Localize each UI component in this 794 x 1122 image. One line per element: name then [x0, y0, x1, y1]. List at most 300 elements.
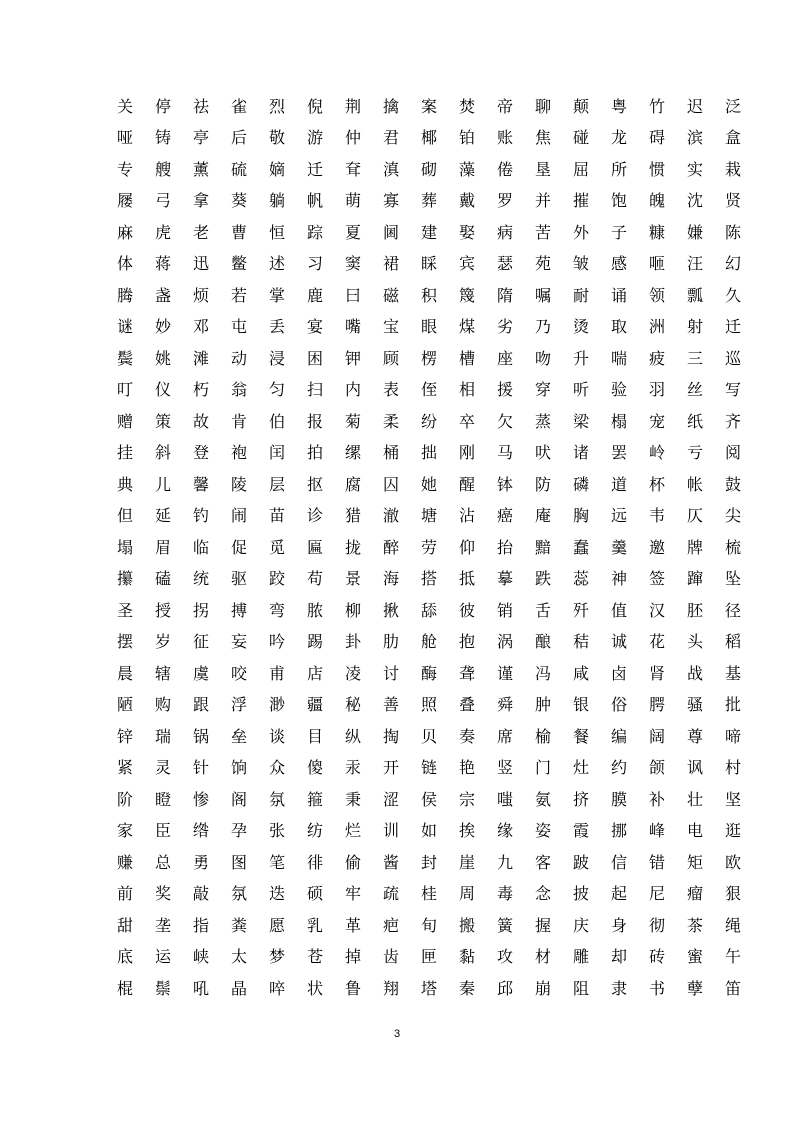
- character-cell: 惨: [192, 789, 209, 809]
- character-cell: 神: [610, 569, 627, 589]
- character-cell: 却: [610, 947, 627, 967]
- character-cell: 艘: [154, 159, 171, 179]
- character-cell: 彻: [648, 915, 665, 935]
- character-cell: 汉: [648, 600, 665, 620]
- character-cell: 抠: [306, 474, 323, 494]
- character-cell: 邓: [192, 317, 209, 337]
- character-cell: 吟: [268, 632, 285, 652]
- character-cell: 虎: [154, 222, 171, 242]
- character-cell: 嫡: [268, 159, 285, 179]
- character-cell: 拍: [306, 443, 323, 463]
- character-cell: 劣: [496, 317, 513, 337]
- character-cell: 篾: [458, 285, 475, 305]
- character-cell: 笔: [268, 852, 285, 872]
- character-cell: 垒: [230, 726, 247, 746]
- character-cell: 雕: [572, 947, 589, 967]
- character-cell: 坠: [724, 569, 741, 589]
- character-cell: 腐: [344, 474, 361, 494]
- character-cell: 鳖: [230, 254, 247, 274]
- character-cell: 簧: [496, 915, 513, 935]
- character-cell: 写: [724, 380, 741, 400]
- character-cell: 孕: [230, 821, 247, 841]
- character-cell: 瞪: [154, 789, 171, 809]
- character-cell: 验: [610, 380, 627, 400]
- character-cell: 贝: [420, 726, 437, 746]
- character-cell: 麻: [116, 222, 133, 242]
- character-cell: 阅: [724, 443, 741, 463]
- character-cell: 驱: [230, 569, 247, 589]
- character-cell: 指: [192, 915, 209, 935]
- character-cell: 援: [496, 380, 513, 400]
- character-cell: 苟: [306, 569, 323, 589]
- character-cell: 饷: [230, 758, 247, 778]
- character-cell: 泛: [724, 96, 741, 116]
- character-cell: 姿: [534, 821, 551, 841]
- character-cell: 猎: [344, 506, 361, 526]
- character-cell: 歼: [572, 600, 589, 620]
- character-cell: 辖: [154, 663, 171, 683]
- character-cell: 庆: [572, 915, 589, 935]
- character-cell: 仄: [686, 506, 703, 526]
- character-cell: 戴: [458, 191, 475, 211]
- character-cell: 故: [192, 411, 209, 431]
- character-cell: 蠢: [572, 537, 589, 557]
- character-cell: 约: [610, 758, 627, 778]
- character-cell: 外: [572, 222, 589, 242]
- character-cell: 笛: [724, 978, 741, 998]
- character-cell: 如: [420, 821, 437, 841]
- character-cell: 阃: [382, 222, 399, 242]
- character-cell: 弯: [268, 600, 285, 620]
- character-cell: 黯: [534, 537, 551, 557]
- character-cell: 蕊: [572, 569, 589, 589]
- character-cell: 起: [610, 884, 627, 904]
- character-cell: 隶: [610, 978, 627, 998]
- character-cell: 挪: [610, 821, 627, 841]
- character-cell: 桶: [382, 443, 399, 463]
- character-cell: 铂: [458, 128, 475, 148]
- character-cell: 防: [534, 474, 551, 494]
- character-cell: 咂: [648, 254, 665, 274]
- character-cell: 跟: [192, 695, 209, 715]
- character-cell: 幻: [724, 254, 741, 274]
- character-cell: 艳: [458, 758, 475, 778]
- character-cell: 聋: [458, 663, 475, 683]
- character-cell: 睬: [420, 254, 437, 274]
- character-cell: 帐: [686, 474, 703, 494]
- character-cell: 盏: [154, 285, 171, 305]
- character-cell: 赠: [116, 411, 133, 431]
- character-cell: 儿: [154, 474, 171, 494]
- character-cell: 脓: [306, 600, 323, 620]
- character-cell: 三: [686, 348, 703, 368]
- character-cell: 骚: [686, 695, 703, 715]
- character-cell: 聊: [534, 96, 551, 116]
- character-cell: 肋: [382, 632, 399, 652]
- character-cell: 前: [116, 884, 133, 904]
- character-cell: 升: [572, 348, 589, 368]
- character-cell: 苗: [268, 506, 285, 526]
- character-cell: 喘: [610, 348, 627, 368]
- character-cell: 表: [382, 380, 399, 400]
- character-cell: 沈: [686, 191, 703, 211]
- character-cell: 颌: [648, 758, 665, 778]
- character-cell: 抱: [458, 632, 475, 652]
- character-cell: 困: [306, 348, 323, 368]
- character-cell: 君: [382, 128, 399, 148]
- character-cell: 吠: [534, 443, 551, 463]
- character-cell: 电: [686, 821, 703, 841]
- character-cell: 滩: [192, 348, 209, 368]
- character-cell: 硫: [230, 159, 247, 179]
- character-cell: 妙: [154, 317, 171, 337]
- character-cell: 屈: [572, 159, 589, 179]
- character-cell: 银: [572, 695, 589, 715]
- character-cell: 卒: [458, 411, 475, 431]
- character-cell: 缘: [496, 821, 513, 841]
- character-cell: 稻: [724, 632, 741, 652]
- character-cell: 姚: [154, 348, 171, 368]
- character-cell: 钓: [192, 506, 209, 526]
- character-cell: 薰: [192, 159, 209, 179]
- character-cell: 授: [154, 600, 171, 620]
- character-cell: 顾: [382, 348, 399, 368]
- character-cell: 帆: [306, 191, 323, 211]
- character-cell: 梦: [268, 947, 285, 967]
- character-cell: 阁: [230, 789, 247, 809]
- character-cell: 曹: [230, 222, 247, 242]
- character-cell: 挂: [116, 443, 133, 463]
- character-cell: 海: [382, 569, 399, 589]
- character-cell: 杯: [648, 474, 665, 494]
- character-cell: 皱: [572, 254, 589, 274]
- character-cell: 吻: [534, 348, 551, 368]
- character-cell: 奏: [458, 726, 475, 746]
- character-cell: 颠: [572, 96, 589, 116]
- character-cell: 倪: [306, 96, 323, 116]
- character-cell: 酶: [420, 663, 437, 683]
- character-cell: 磷: [572, 474, 589, 494]
- character-cell: 晨: [116, 663, 133, 683]
- character-cell: 钾: [344, 348, 361, 368]
- character-cell: 柳: [344, 600, 361, 620]
- character-cell: 径: [724, 600, 741, 620]
- character-cell: 道: [610, 474, 627, 494]
- character-cell: 舌: [534, 600, 551, 620]
- character-cell: 秦: [458, 978, 475, 998]
- character-cell: 关: [116, 96, 133, 116]
- character-cell: 锅: [192, 726, 209, 746]
- character-cell: 家: [116, 821, 133, 841]
- character-cell: 盒: [724, 128, 741, 148]
- character-cell: 勇: [192, 852, 209, 872]
- character-cell: 牌: [686, 537, 703, 557]
- character-cell: 羹: [610, 537, 627, 557]
- character-cell: 苑: [534, 254, 551, 274]
- character-cell: 涡: [496, 632, 513, 652]
- character-cell: 基: [724, 663, 741, 683]
- character-cell: 烦: [192, 285, 209, 305]
- character-cell: 塌: [116, 537, 133, 557]
- character-cell: 锌: [116, 726, 133, 746]
- character-cell: 张: [268, 821, 285, 841]
- character-cell: 店: [306, 663, 323, 683]
- character-cell: 乃: [534, 317, 551, 337]
- character-cell: 砖: [648, 947, 665, 967]
- character-cell: 陋: [116, 695, 133, 715]
- character-cell: 层: [268, 474, 285, 494]
- character-cell: 癌: [496, 506, 513, 526]
- character-cell: 洲: [648, 317, 665, 337]
- character-cell: 碰: [572, 128, 589, 148]
- character-cell: 掉: [344, 947, 361, 967]
- character-cell: 动: [230, 348, 247, 368]
- character-cell: 塘: [420, 506, 437, 526]
- character-cell: 射: [686, 317, 703, 337]
- character-cell: 销: [496, 600, 513, 620]
- character-cell: 耷: [344, 159, 361, 179]
- character-cell: 萌: [344, 191, 361, 211]
- character-cell: 哑: [116, 128, 133, 148]
- character-cell: 敬: [268, 128, 285, 148]
- character-cell: 实: [686, 159, 703, 179]
- character-cell: 斜: [154, 443, 171, 463]
- character-cell: 摆: [116, 632, 133, 652]
- character-cell: 报: [306, 411, 323, 431]
- character-cell: 战: [686, 663, 703, 683]
- character-cell: 掌: [268, 285, 285, 305]
- character-cell: 甫: [268, 663, 285, 683]
- character-cell: 侄: [420, 380, 437, 400]
- character-cell: 席: [496, 726, 513, 746]
- character-cell: 肾: [648, 663, 665, 683]
- character-cell: 榆: [534, 726, 551, 746]
- character-cell: 并: [534, 191, 551, 211]
- character-cell: 壮: [686, 789, 703, 809]
- character-cell: 罗: [496, 191, 513, 211]
- character-cell: 赚: [116, 852, 133, 872]
- character-cell: 谨: [496, 663, 513, 683]
- character-cell: 侯: [420, 789, 437, 809]
- character-cell: 纺: [306, 821, 323, 841]
- character-cell: 虞: [192, 663, 209, 683]
- character-cell: 凌: [344, 663, 361, 683]
- character-cell: 游: [306, 128, 323, 148]
- character-cell: 贤: [724, 191, 741, 211]
- character-cell: 娶: [458, 222, 475, 242]
- character-cell: 挨: [458, 821, 475, 841]
- character-cell: 诊: [306, 506, 323, 526]
- character-cell: 恒: [268, 222, 285, 242]
- character-cell: 孽: [686, 978, 703, 998]
- character-cell: 舱: [420, 632, 437, 652]
- character-cell: 开: [382, 758, 399, 778]
- character-cell: 膜: [610, 789, 627, 809]
- character-cell: 欧: [724, 852, 741, 872]
- character-cell: 目: [306, 726, 323, 746]
- character-cell: 曰: [344, 285, 361, 305]
- character-cell: 逛: [724, 821, 741, 841]
- character-cell: 远: [610, 506, 627, 526]
- character-cell: 浮: [230, 695, 247, 715]
- character-cell: 愿: [268, 915, 285, 935]
- character-cell: 诵: [610, 285, 627, 305]
- character-cell: 欠: [496, 411, 513, 431]
- character-cell: 惯: [648, 159, 665, 179]
- character-cell: 狠: [724, 884, 741, 904]
- character-cell: 霞: [572, 821, 589, 841]
- character-cell: 尖: [724, 506, 741, 526]
- character-cell: 烈: [268, 96, 285, 116]
- character-cell: 坚: [724, 789, 741, 809]
- character-cell: 述: [268, 254, 285, 274]
- character-cell: 雀: [230, 96, 247, 116]
- character-cell: 弓: [154, 191, 171, 211]
- character-cell: 马: [496, 443, 513, 463]
- character-cell: 匣: [420, 947, 437, 967]
- character-cell: 荆: [344, 96, 361, 116]
- character-cell: 糠: [648, 222, 665, 242]
- character-cell: 扫: [306, 380, 323, 400]
- character-cell: 绳: [724, 915, 741, 935]
- character-cell: 踪: [306, 222, 323, 242]
- character-cell: 觅: [268, 537, 285, 557]
- character-cell: 客: [534, 852, 551, 872]
- character-cell: 病: [496, 222, 513, 242]
- character-cell: 涩: [382, 789, 399, 809]
- character-cell: 邀: [648, 537, 665, 557]
- character-cell: 案: [420, 96, 437, 116]
- character-cell: 沾: [458, 506, 475, 526]
- character-cell: 菊: [344, 411, 361, 431]
- character-cell: 塔: [420, 978, 437, 998]
- character-cell: 垦: [534, 159, 551, 179]
- character-cell: 蜜: [686, 947, 703, 967]
- character-cell: 醉: [382, 537, 399, 557]
- character-cell: 门: [534, 758, 551, 778]
- character-cell: 汪: [686, 254, 703, 274]
- character-cell: 矩: [686, 852, 703, 872]
- character-cell: 滨: [686, 128, 703, 148]
- character-cell: 舜: [496, 695, 513, 715]
- character-cell: 习: [306, 254, 323, 274]
- character-cell: 感: [610, 254, 627, 274]
- character-cell: 烂: [344, 821, 361, 841]
- character-cell: 竖: [496, 758, 513, 778]
- character-cell: 胚: [686, 600, 703, 620]
- character-cell: 葬: [420, 191, 437, 211]
- character-cell: 屦: [116, 191, 133, 211]
- character-cell: 汞: [344, 758, 361, 778]
- character-cell: 积: [420, 285, 437, 305]
- character-cell: 苦: [534, 222, 551, 242]
- character-cell: 延: [154, 506, 171, 526]
- character-cell: 肯: [230, 411, 247, 431]
- character-cell: 宴: [306, 317, 323, 337]
- character-cell: 信: [610, 852, 627, 872]
- character-cell: 疆: [306, 695, 323, 715]
- character-cell: 敲: [192, 884, 209, 904]
- character-cell: 革: [344, 915, 361, 935]
- character-cell: 柔: [382, 411, 399, 431]
- character-cell: 甜: [116, 915, 133, 935]
- character-cell: 嫌: [686, 222, 703, 242]
- character-cell: 披: [572, 884, 589, 904]
- character-cell: 书: [648, 978, 665, 998]
- character-cell: 钵: [496, 474, 513, 494]
- character-cell: 冯: [534, 663, 551, 683]
- character-cell: 肿: [534, 695, 551, 715]
- character-cell: 但: [116, 506, 133, 526]
- character-cell: 针: [192, 758, 209, 778]
- character-cell: 滇: [382, 159, 399, 179]
- character-cell: 迟: [686, 96, 703, 116]
- character-cell: 仲: [344, 128, 361, 148]
- character-cell: 仪: [154, 380, 171, 400]
- character-cell: 宗: [458, 789, 475, 809]
- character-cell: 牢: [344, 884, 361, 904]
- character-cell: 夏: [344, 222, 361, 242]
- character-cell: 躺: [268, 191, 285, 211]
- character-cell: 补: [648, 789, 665, 809]
- character-cell: 挤: [572, 789, 589, 809]
- character-cell: 跌: [534, 569, 551, 589]
- character-cell: 瑞: [154, 726, 171, 746]
- character-cell: 典: [116, 474, 133, 494]
- character-cell: 隋: [496, 285, 513, 305]
- character-cell: 宝: [382, 317, 399, 337]
- character-cell: 胸: [572, 506, 589, 526]
- character-cell: 粪: [230, 915, 247, 935]
- character-cell: 老: [192, 222, 209, 242]
- character-cell: 跛: [572, 852, 589, 872]
- character-cell: 偷: [344, 852, 361, 872]
- character-cell: 袍: [230, 443, 247, 463]
- character-cell: 阶: [116, 789, 133, 809]
- character-cell: 闰: [268, 443, 285, 463]
- character-cell: 圣: [116, 600, 133, 620]
- character-cell: 硕: [306, 884, 323, 904]
- character-cell: 所: [610, 159, 627, 179]
- character-cell: 魄: [648, 191, 665, 211]
- character-cell: 酿: [534, 632, 551, 652]
- character-cell: 丝: [686, 380, 703, 400]
- character-cell: 账: [496, 128, 513, 148]
- character-cell: 搏: [230, 600, 247, 620]
- character-cell: 子: [610, 222, 627, 242]
- character-cell: 饱: [610, 191, 627, 211]
- character-cell: 苍: [306, 947, 323, 967]
- character-cell: 楞: [420, 348, 437, 368]
- character-cell: 窦: [344, 254, 361, 274]
- character-cell: 状: [306, 978, 323, 998]
- character-cell: 眼: [420, 317, 437, 337]
- character-cell: 啐: [268, 978, 285, 998]
- character-cell: 听: [572, 380, 589, 400]
- character-cell: 馨: [192, 474, 209, 494]
- character-cell: 迁: [724, 317, 741, 337]
- character-cell: 摧: [572, 191, 589, 211]
- character-cell: 伯: [268, 411, 285, 431]
- character-cell: 嘴: [344, 317, 361, 337]
- character-cell: 崖: [458, 852, 475, 872]
- character-cell: 念: [534, 884, 551, 904]
- character-cell: 九: [496, 852, 513, 872]
- character-cell: 值: [610, 600, 627, 620]
- character-cell: 陵: [230, 474, 247, 494]
- character-cell: 尊: [686, 726, 703, 746]
- character-cell: 舔: [420, 600, 437, 620]
